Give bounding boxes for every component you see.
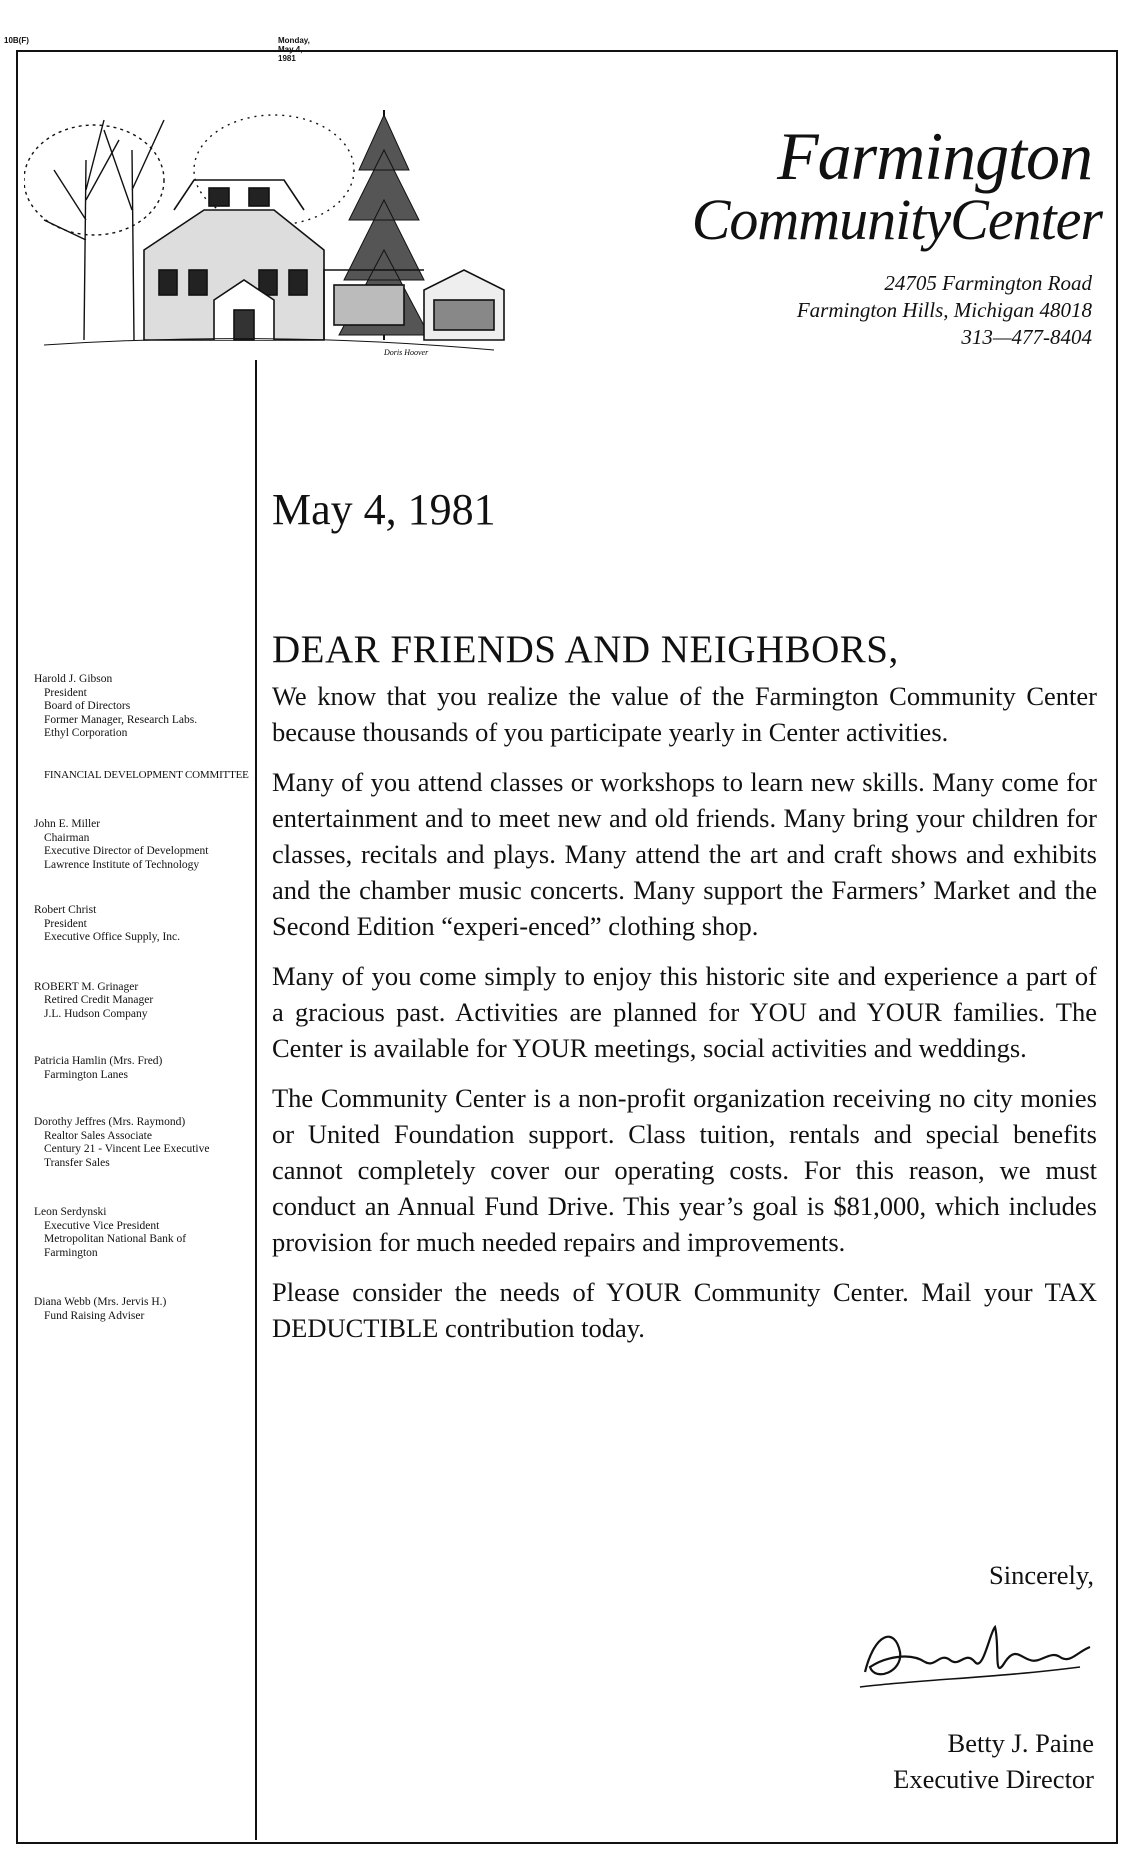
person-line: Board of Directors xyxy=(44,700,131,712)
letter-body xyxy=(272,628,1097,1360)
signature xyxy=(855,1612,1095,1702)
person-name: John E. Miller xyxy=(34,818,101,830)
letter-greeting: DEAR FRIENDS AND NEIGHBORS, xyxy=(272,628,899,671)
org-name-line2: CommunityCenter xyxy=(691,187,1102,252)
letter-paragraph: We know that you realize the value of the Farmington Community Center because thousands of you participate yearly in Center activities. xyxy=(272,681,1097,747)
address-city: Farmington Hills, Michigan 48018 xyxy=(796,298,1092,322)
signer-name: Betty J. Paine xyxy=(947,1728,1094,1758)
letter-paragraph: The Community Center is a non-profit organization receiving no city monies or United Foundation support. Class tuition, rentals and special benefits cannot completely cover our operating costs. For this reason, we must conduct an Annual Fund Drive. This year’s goal is $81,000, which includes provision for much needed repairs and improvements. xyxy=(272,1083,1097,1257)
person-name: Dorothy Jeffres (Mrs. Raymond) xyxy=(34,1116,186,1128)
person-line: President xyxy=(44,686,87,699)
person-line: J.L. Hudson Company xyxy=(44,1007,148,1020)
person-name: Patricia Hamlin (Mrs. Fred) xyxy=(34,1055,163,1067)
signer-block xyxy=(893,1725,1094,1797)
person-line: Chairman xyxy=(44,831,90,844)
committee-title: FINANCIAL DEVELOPMENT COMMITTEE xyxy=(44,768,249,781)
person-line: Metropolitan National Bank of xyxy=(44,1233,187,1245)
letter-closing: Sincerely, xyxy=(989,1560,1094,1590)
person-name: Diana Webb (Mrs. Jervis H.) xyxy=(34,1296,167,1308)
person-line: President xyxy=(44,917,87,930)
person-line: Farmington Lanes xyxy=(44,1068,128,1081)
org-name-line1: Farmington xyxy=(777,118,1092,194)
sidebar-person xyxy=(34,1206,249,1260)
signer-title: Executive Director xyxy=(893,1764,1094,1794)
person-line: Retired Credit Manager xyxy=(44,994,154,1006)
person-name: Harold J. Gibson xyxy=(34,673,113,685)
column-divider xyxy=(255,360,257,1840)
person-name: Leon Serdynski xyxy=(34,1206,107,1218)
letter-paragraph: Please consider the needs of YOUR Community Center. Mail your TAX DEDUCTIBLE contribution today. xyxy=(272,1277,1097,1343)
sidebar-person xyxy=(34,673,249,741)
sidebar-person xyxy=(34,1055,249,1082)
person-line: Lawrence Institute of Technology xyxy=(44,858,200,871)
phone-number: 313—477-8404 xyxy=(961,325,1092,349)
sidebar-person xyxy=(34,1116,249,1170)
sidebar-person xyxy=(34,904,249,945)
person-line: Former Manager, Research Labs. xyxy=(44,713,198,726)
person-line: Fund Raising Adviser xyxy=(44,1309,145,1322)
sidebar-directors xyxy=(34,673,249,1347)
letter-paragraph: Many of you come simply to enjoy this historic site and experience a part of a gracious past. Activities are planned for YOU and YOUR families. The Center is available for YOUR meetings, social activities and weddings. xyxy=(272,961,1097,1063)
person-line: Century 21 - Vincent Lee Executive xyxy=(44,1143,210,1155)
organization-name xyxy=(691,118,1102,252)
house-illustration xyxy=(24,100,554,360)
person-line: Executive Director of Development xyxy=(44,845,209,857)
letter-paragraph: Many of you attend classes or workshops to learn new skills. Many come for entertainment and to meet new and old friends. Many bring your children for classes, recitals and plays. Many attend the art and craft shows and exhibits and the chamber music concerts. Many support the Farmers’ Market and the Second Edition “experi-enced” clothing shop. xyxy=(272,767,1097,941)
person-line: Transfer Sales xyxy=(44,1156,110,1169)
person-line: Executive Office Supply, Inc. xyxy=(44,931,181,943)
illustration-credit: Doris Hoover xyxy=(384,348,429,357)
person-line: Farmington xyxy=(44,1246,98,1259)
person-name: ROBERT M. Grinager xyxy=(34,980,139,993)
person-name: Robert Christ xyxy=(34,904,97,916)
person-line: Executive Vice President xyxy=(44,1219,160,1232)
sidebar-person xyxy=(34,1296,249,1323)
person-line: Realtor Sales Associate xyxy=(44,1129,152,1142)
page-number: 10B(F) xyxy=(4,36,29,45)
folio-date: Monday, May 4, 1981 xyxy=(278,36,310,63)
address-street: 24705 Farmington Road xyxy=(884,271,1092,295)
person-line: Ethyl Corporation xyxy=(44,727,128,739)
sidebar-person xyxy=(34,818,249,872)
letter-date: May 4, 1981 xyxy=(272,485,496,534)
sidebar-person xyxy=(34,981,249,1022)
address-block xyxy=(797,270,1092,351)
